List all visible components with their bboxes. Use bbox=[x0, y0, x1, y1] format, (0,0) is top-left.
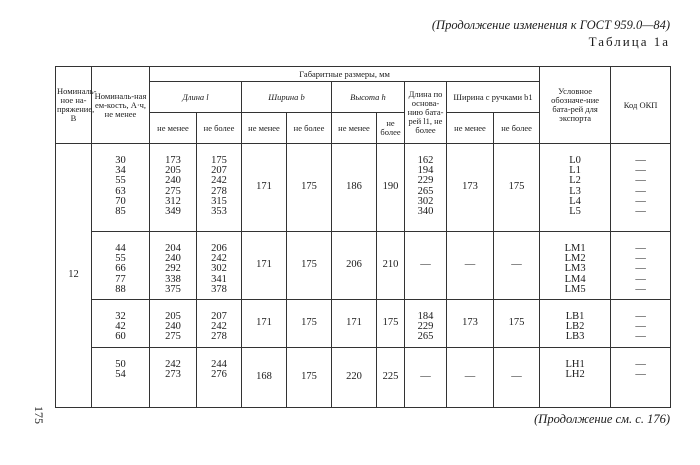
width-max-cell: 175 bbox=[287, 144, 332, 232]
col-width-handles: Ширина с ручками b1 bbox=[447, 82, 540, 113]
base-length-cell-value: 194 bbox=[417, 165, 434, 177]
height-min-cell: 220 bbox=[332, 348, 377, 408]
handles-max-cell: 175 bbox=[494, 300, 540, 348]
width-max-cell: 175 bbox=[287, 348, 332, 408]
page-number: 175 bbox=[32, 406, 46, 424]
length-max-cell-value: 207 bbox=[211, 311, 227, 322]
length-min-cell-value: 205 bbox=[165, 311, 181, 322]
length-max-cell-value: 244 bbox=[211, 359, 227, 370]
base-length-cell-value: 265 bbox=[417, 331, 434, 343]
designation-cell-value: L1 bbox=[569, 165, 581, 177]
length-min-cell-value: 240 bbox=[165, 321, 181, 333]
group-row bbox=[56, 300, 671, 348]
col-handles-min: не менее bbox=[447, 113, 494, 144]
capacity-cell-value: 34 bbox=[115, 165, 126, 177]
length-max-cell-value: 278 bbox=[211, 331, 227, 343]
length-max-cell bbox=[197, 348, 242, 408]
length-max-cell-value: 242 bbox=[211, 253, 227, 265]
length-max-cell-value: 207 bbox=[211, 165, 227, 177]
length-max-cell bbox=[197, 232, 242, 300]
group-row bbox=[56, 348, 671, 408]
okp-cell-value: — bbox=[635, 263, 646, 275]
length-max-cell bbox=[197, 144, 242, 232]
base-length-cell bbox=[405, 232, 447, 300]
base-length-cell-value: 265 bbox=[417, 185, 434, 197]
col-okp-code: Код ОКП bbox=[611, 67, 671, 144]
capacity-cell-value: 77 bbox=[115, 273, 126, 285]
width-max-cell: 175 bbox=[287, 232, 332, 300]
designation-cell bbox=[540, 300, 611, 348]
okp-cell-value: — bbox=[635, 175, 646, 187]
handles-max-cell: — bbox=[494, 348, 540, 408]
base-length-cell-value: 162 bbox=[417, 155, 434, 166]
length-min-cell-value: 173 bbox=[165, 155, 181, 166]
capacity-cell-value: 85 bbox=[115, 206, 126, 218]
capacity-cell-value: 42 bbox=[115, 321, 126, 333]
base-length-cell bbox=[405, 300, 447, 348]
voltage-cell: 12 bbox=[56, 144, 92, 408]
designation-cell-value: LB1 bbox=[565, 311, 585, 322]
okp-cell-value: — bbox=[635, 331, 646, 343]
capacity-cell-value: 54 bbox=[115, 369, 126, 381]
capacity-cell-value: 63 bbox=[115, 185, 126, 197]
length-max-cell bbox=[197, 300, 242, 348]
capacity-cell bbox=[92, 144, 150, 232]
col-height-max: не более bbox=[377, 113, 405, 144]
height-max-cell: 190 bbox=[377, 144, 405, 232]
base-length-cell-value: 340 bbox=[417, 206, 434, 218]
length-min-cell-value: 275 bbox=[165, 185, 181, 197]
length-min-cell-value: 375 bbox=[165, 283, 181, 295]
height-max-cell: 225 bbox=[377, 348, 405, 408]
capacity-cell-value: 32 bbox=[115, 311, 126, 322]
length-min-cell-value: 240 bbox=[165, 175, 181, 187]
designation-cell-value: L3 bbox=[569, 185, 581, 197]
okp-cell bbox=[611, 144, 671, 232]
base-length-cell bbox=[405, 348, 447, 408]
width-min-cell: 171 bbox=[242, 144, 287, 232]
group-row bbox=[56, 144, 671, 232]
col-height: Высота h bbox=[332, 82, 405, 113]
col-length: Длина l bbox=[150, 82, 242, 113]
okp-cell-value: — bbox=[635, 185, 646, 197]
designation-cell-value: L0 bbox=[569, 155, 581, 166]
length-min-cell bbox=[150, 300, 197, 348]
width-min-cell: 171 bbox=[242, 300, 287, 348]
length-min-cell-value: 242 bbox=[165, 359, 181, 370]
table-label: Таблица 1а bbox=[588, 34, 670, 49]
length-max-cell-value: 315 bbox=[211, 195, 227, 207]
capacity-cell bbox=[92, 232, 150, 300]
length-min-cell bbox=[150, 232, 197, 300]
length-max-cell-value: 378 bbox=[211, 283, 227, 295]
okp-cell bbox=[611, 348, 671, 408]
length-max-cell-value: 242 bbox=[211, 321, 227, 333]
designation-cell-value: LM3 bbox=[564, 263, 586, 275]
okp-cell-value: — bbox=[635, 321, 646, 333]
okp-cell-value: — bbox=[635, 311, 646, 322]
designation-cell-value: LM2 bbox=[564, 253, 586, 265]
capacity-cell-value: 70 bbox=[115, 195, 126, 207]
length-min-cell-value: 204 bbox=[165, 243, 181, 254]
continuation-footer: (Продолжение см. с. 176) bbox=[534, 412, 670, 426]
length-max-cell-value: 242 bbox=[211, 175, 227, 187]
base-length-cell-value: — bbox=[420, 259, 431, 271]
designation-cell-value: LB3 bbox=[565, 331, 585, 343]
capacity-cell-value: 30 bbox=[115, 155, 126, 166]
group-row bbox=[56, 232, 671, 300]
base-length-cell-value: 229 bbox=[417, 321, 434, 333]
base-length-cell-value: 184 bbox=[417, 311, 434, 322]
designation-cell-value: LM4 bbox=[564, 273, 586, 285]
table-body bbox=[56, 144, 671, 408]
col-length-min: не менее bbox=[150, 113, 197, 144]
okp-cell bbox=[611, 300, 671, 348]
handles-max-cell: 175 bbox=[494, 144, 540, 232]
designation-cell bbox=[540, 232, 611, 300]
height-max-cell: 210 bbox=[377, 232, 405, 300]
col-dimensions-group: Габаритные размеры, мм bbox=[150, 67, 540, 82]
width-min-cell: 171 bbox=[242, 232, 287, 300]
capacity-cell-value: 55 bbox=[115, 253, 126, 265]
designation-cell-value: L4 bbox=[569, 195, 581, 207]
length-min-cell-value: 273 bbox=[165, 369, 181, 381]
handles-min-cell: 173 bbox=[447, 300, 494, 348]
length-max-cell-value: 175 bbox=[211, 155, 227, 166]
okp-cell-value: — bbox=[635, 155, 646, 166]
base-length-cell-value: 229 bbox=[417, 175, 434, 187]
continuation-header: (Продолжение изменения к ГОСТ 959.0—84) bbox=[431, 18, 670, 32]
col-base-length: Длина по основа-нию бата-рей l1, не более bbox=[405, 82, 447, 144]
designation-cell-value: L2 bbox=[569, 175, 581, 187]
height-min-cell: 171 bbox=[332, 300, 377, 348]
length-max-cell-value: 353 bbox=[211, 206, 227, 218]
designation-cell-value: L5 bbox=[569, 206, 581, 218]
col-length-max: не более bbox=[197, 113, 242, 144]
okp-cell-value: — bbox=[635, 253, 646, 265]
capacity-cell-value: 60 bbox=[115, 331, 126, 343]
designation-cell-value: LB2 bbox=[565, 321, 585, 333]
length-min-cell bbox=[150, 348, 197, 408]
base-length-cell-value: — bbox=[420, 371, 431, 383]
length-max-cell-value: 276 bbox=[211, 369, 227, 381]
col-nominal-capacity: Номиналь-ная ем-кость, А·ч, не менее bbox=[92, 67, 150, 144]
handles-max-cell: — bbox=[494, 232, 540, 300]
col-nominal-voltage: Номиналь-ное на-пряжение, В bbox=[56, 67, 92, 144]
col-height-min: не менее bbox=[332, 113, 377, 144]
capacity-cell bbox=[92, 300, 150, 348]
col-export-designation: Условное обозначе-ние бата-рей для экспорта bbox=[540, 67, 611, 144]
okp-cell-value: — bbox=[635, 369, 646, 381]
length-min-cell-value: 312 bbox=[165, 195, 181, 207]
designation-cell bbox=[540, 348, 611, 408]
length-min-cell-value: 205 bbox=[165, 165, 181, 177]
okp-cell-value: — bbox=[635, 165, 646, 177]
okp-cell-value: — bbox=[635, 359, 646, 370]
length-min-cell-value: 292 bbox=[165, 263, 181, 275]
okp-cell-value: — bbox=[635, 206, 646, 218]
col-width: Ширина b bbox=[242, 82, 332, 113]
length-max-cell-value: 341 bbox=[211, 273, 227, 285]
length-min-cell-value: 240 bbox=[165, 253, 181, 265]
base-length-cell-value: 302 bbox=[417, 195, 434, 207]
handles-min-cell: — bbox=[447, 232, 494, 300]
okp-cell-value: — bbox=[635, 243, 646, 254]
length-min-cell bbox=[150, 144, 197, 232]
capacity-cell-value: 50 bbox=[115, 359, 126, 370]
length-min-cell-value: 338 bbox=[165, 273, 181, 285]
battery-dimensions-table bbox=[55, 66, 671, 408]
handles-min-cell: — bbox=[447, 348, 494, 408]
width-max-cell: 175 bbox=[287, 300, 332, 348]
height-min-cell: 186 bbox=[332, 144, 377, 232]
length-max-cell-value: 302 bbox=[211, 263, 227, 275]
okp-cell-value: — bbox=[635, 283, 646, 295]
capacity-cell bbox=[92, 348, 150, 408]
length-max-cell-value: 278 bbox=[211, 185, 227, 197]
base-length-cell bbox=[405, 144, 447, 232]
capacity-cell-value: 66 bbox=[115, 263, 126, 275]
col-width-max: не более bbox=[287, 113, 332, 144]
handles-min-cell: 173 bbox=[447, 144, 494, 232]
col-handles-max: не более bbox=[494, 113, 540, 144]
col-width-min: не менее bbox=[242, 113, 287, 144]
okp-cell-value: — bbox=[635, 273, 646, 285]
designation-cell-value: LH1 bbox=[565, 359, 585, 370]
designation-cell-value: LM5 bbox=[564, 283, 586, 295]
designation-cell-value: LM1 bbox=[564, 243, 586, 254]
okp-cell-value: — bbox=[635, 195, 646, 207]
length-max-cell-value: 206 bbox=[211, 243, 227, 254]
length-min-cell-value: 275 bbox=[165, 331, 181, 343]
width-min-cell: 168 bbox=[242, 348, 287, 408]
height-min-cell: 206 bbox=[332, 232, 377, 300]
designation-cell-value: LH2 bbox=[565, 369, 585, 381]
capacity-cell-value: 55 bbox=[115, 175, 126, 187]
capacity-cell-value: 44 bbox=[115, 243, 126, 254]
length-min-cell-value: 349 bbox=[165, 206, 181, 218]
okp-cell bbox=[611, 232, 671, 300]
capacity-cell-value: 88 bbox=[115, 283, 126, 295]
height-max-cell: 175 bbox=[377, 300, 405, 348]
designation-cell bbox=[540, 144, 611, 232]
